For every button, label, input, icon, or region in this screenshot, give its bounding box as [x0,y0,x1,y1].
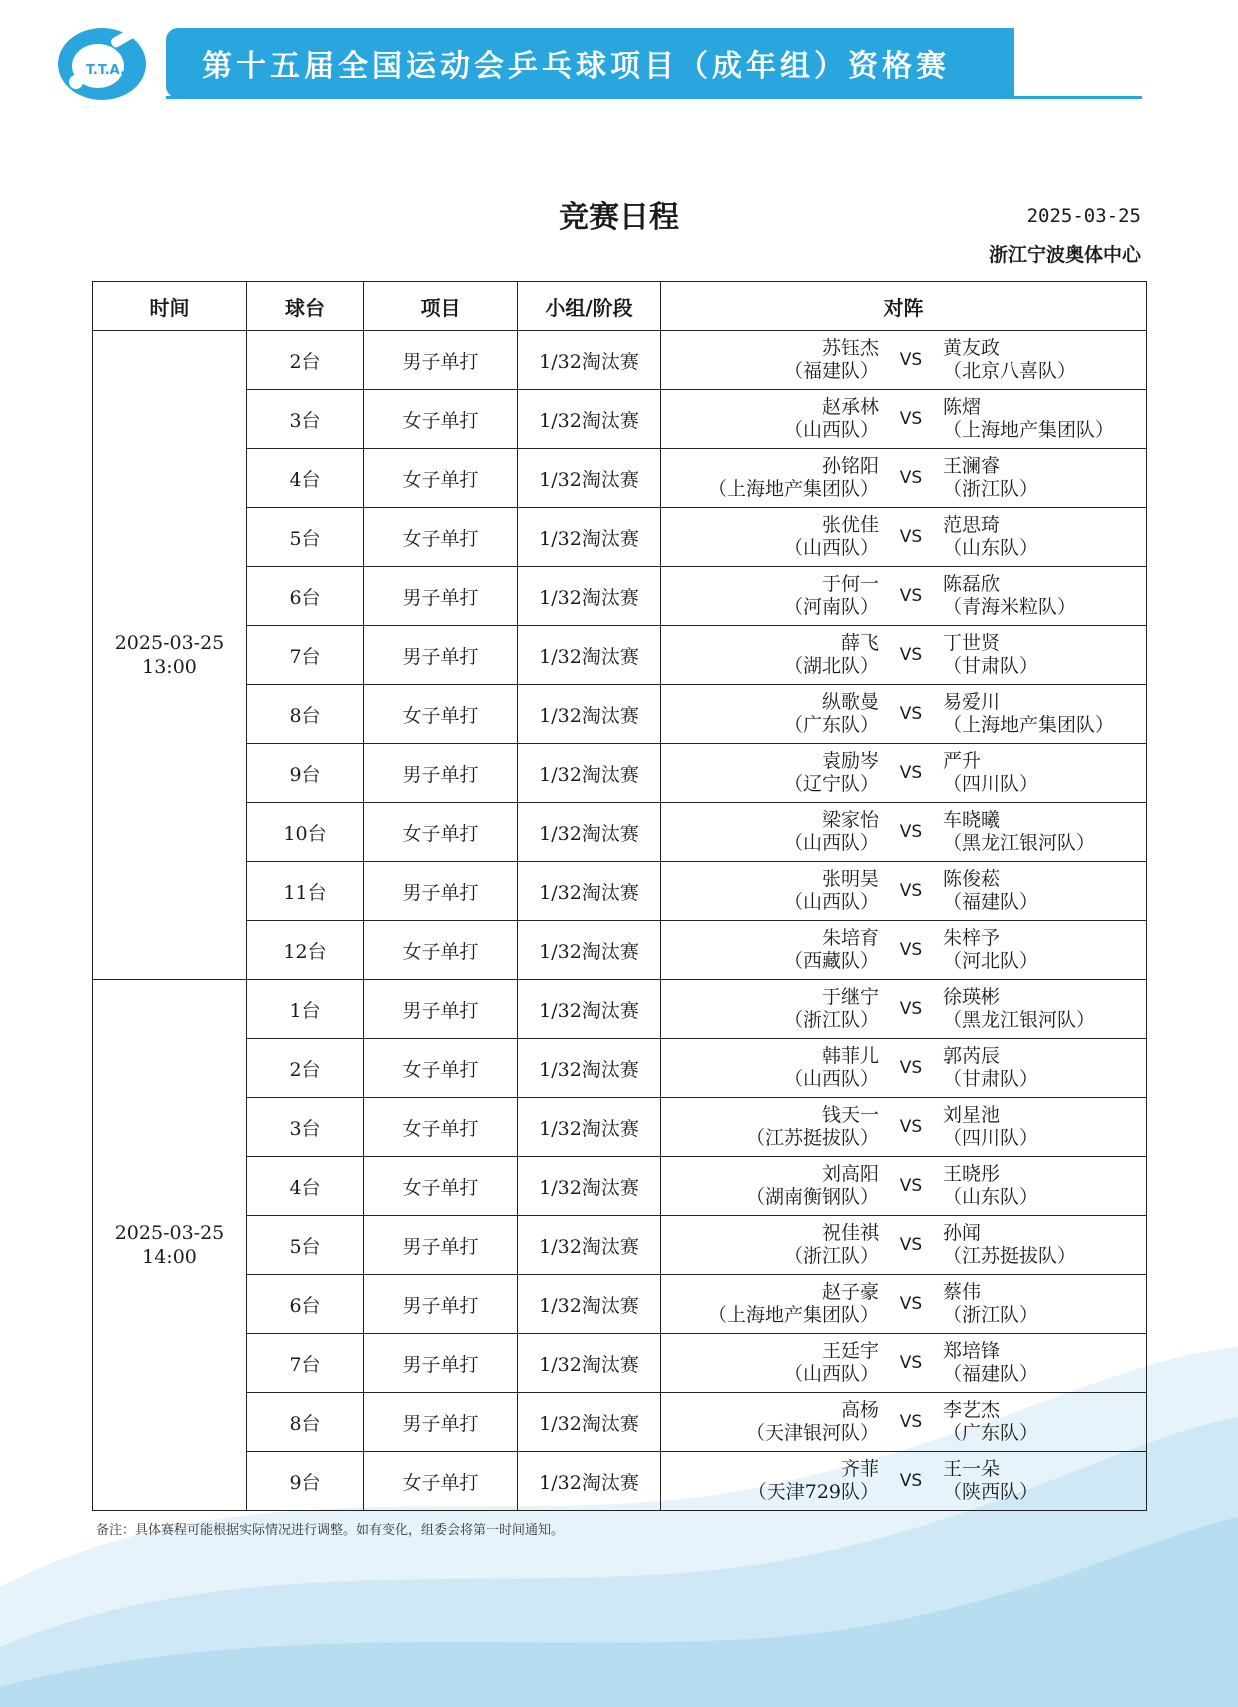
player-right-name: 车晓曦 [943,809,1001,831]
vs-label: VS [899,1176,923,1196]
player-left-name: 王廷宇 [821,1340,879,1362]
table-row [93,1098,1147,1157]
player-right [943,691,1146,737]
player-left-name: 袁励岑 [821,750,879,772]
vs-label: VS [899,1235,923,1255]
matchup-cell [661,1098,1147,1157]
player-left-team: （上海地产集团队） [707,1304,879,1326]
table-row [93,862,1147,921]
footnote: 备注：具体赛程可能根据实际情况进行调整。如有变化，组委会将第一时间通知。 [96,1523,565,1538]
document-title: 竞赛日程 [559,200,679,235]
table-row [93,567,1147,626]
table-row [93,921,1147,980]
table-number: 9台 [247,1452,364,1511]
stage-name: 1/32淘汰赛 [518,331,661,390]
matchup-cell [661,1157,1147,1216]
player-left-name: 赵承林 [821,396,879,418]
player-left-team: （福建队） [783,360,879,382]
event-name: 男子单打 [364,1275,518,1334]
event-name: 女子单打 [364,390,518,449]
player-right-team: （甘肃队） [943,1068,1039,1090]
vs-label: VS [899,999,923,1019]
matchup-cell [661,744,1147,803]
player-right-team: （北京八喜队） [943,360,1077,382]
player-right-name: 李艺杰 [943,1399,1001,1421]
session-time-cell [93,331,247,980]
matchup-cell [661,567,1147,626]
player-left-team: （上海地产集团队） [707,478,879,500]
table-number: 9台 [247,744,364,803]
event-name: 女子单打 [364,449,518,508]
player-right-team: （福建队） [943,1363,1039,1385]
player-left-name: 朱培育 [821,927,879,949]
header-time: 时间 [93,282,247,331]
stage-name: 1/32淘汰赛 [518,744,661,803]
player-left [661,632,879,678]
player-left [661,809,879,855]
stage-name: 1/32淘汰赛 [518,1275,661,1334]
matchup-cell [661,921,1147,980]
player-left-team: （山西队） [783,537,879,559]
player-right [943,809,1146,855]
stage-name: 1/32淘汰赛 [518,567,661,626]
event-name: 女子单打 [364,1452,518,1511]
stage-name: 1/32淘汰赛 [518,508,661,567]
header-matchup: 对阵 [661,282,1147,331]
player-left-team: （浙江队） [783,1009,879,1031]
event-name: 男子单打 [364,1393,518,1452]
table-number: 5台 [247,1216,364,1275]
player-right-name: 朱梓予 [943,927,1001,949]
player-left-name: 齐菲 [840,1458,879,1480]
logo-text: T.T.A. [86,63,125,78]
player-left-team: （天津729队） [747,1481,879,1503]
tta-logo [56,26,148,102]
session-date: 2025-03-25 [114,1222,225,1244]
document-date: 2025-03-25 [1026,205,1141,227]
player-left [661,750,879,796]
player-left-team: （山西队） [783,1068,879,1090]
event-name: 男子单打 [364,980,518,1039]
header-table: 球台 [247,282,364,331]
stage-name: 1/32淘汰赛 [518,390,661,449]
matchup [661,862,1146,920]
event-name: 男子单打 [364,331,518,390]
stage-name: 1/32淘汰赛 [518,1452,661,1511]
player-left-name: 于继宁 [821,986,879,1008]
player-right-team: （黑龙江银河队） [943,1009,1096,1031]
stage-name: 1/32淘汰赛 [518,449,661,508]
player-right [943,927,1146,973]
player-left-team: （广东队） [783,714,879,736]
matchup-cell [661,1039,1147,1098]
player-left [661,1163,879,1209]
vs-label: VS [899,1353,923,1373]
matchup [661,1216,1146,1274]
player-left-name: 张优佳 [821,514,879,536]
player-right [943,1458,1146,1504]
matchup [661,331,1146,389]
table-row [93,331,1147,390]
player-left-name: 祝佳祺 [821,1222,879,1244]
table-number: 7台 [247,1334,364,1393]
table-number: 3台 [247,390,364,449]
stage-name: 1/32淘汰赛 [518,1157,661,1216]
player-left [661,691,879,737]
table-header-row [93,282,1147,331]
banner-divider [166,96,1142,99]
player-right-team: （福建队） [943,891,1039,913]
player-right-team: （河北队） [943,950,1039,972]
stage-name: 1/32淘汰赛 [518,980,661,1039]
player-right-name: 蔡伟 [943,1281,982,1303]
session-time: 13:00 [142,656,197,678]
player-right-name: 孙闻 [943,1222,982,1244]
player-right-team: （广东队） [943,1422,1039,1444]
table-number: 11台 [247,862,364,921]
player-right-team: （上海地产集团队） [943,419,1115,441]
player-right-name: 王晓彤 [943,1163,1001,1185]
matchup [661,1393,1146,1451]
stage-name: 1/32淘汰赛 [518,803,661,862]
player-right [943,1222,1146,1268]
player-left-name: 薛飞 [840,632,879,654]
event-name: 男子单打 [364,862,518,921]
event-name: 男子单打 [364,626,518,685]
table-row [93,1216,1147,1275]
tta-table-tennis-logo-icon [56,26,148,102]
player-left [661,1104,879,1150]
player-right-name: 郭芮辰 [943,1045,1001,1067]
player-right-name: 徐瑛彬 [943,986,1001,1008]
table-row [93,980,1147,1039]
matchup [661,1452,1146,1510]
matchup [661,685,1146,743]
matchup [661,508,1146,566]
table-row [93,1275,1147,1334]
vs-label: VS [899,1471,923,1491]
matchup-cell [661,1216,1147,1275]
vs-label: VS [899,881,923,901]
stage-name: 1/32淘汰赛 [518,1216,661,1275]
table-number: 3台 [247,1098,364,1157]
player-left [661,1281,879,1327]
matchup [661,921,1146,979]
player-right-name: 丁世贤 [943,632,1001,654]
player-right [943,868,1146,914]
player-left [661,1340,879,1386]
player-left [661,1399,879,1445]
matchup-cell [661,803,1147,862]
player-left-team: （山西队） [783,832,879,854]
player-left [661,986,879,1032]
vs-label: VS [899,940,923,960]
player-left-name: 于何一 [821,573,879,595]
player-left-team: （江苏挺拔队） [745,1127,879,1149]
player-right [943,1281,1146,1327]
matchup [661,1098,1146,1156]
matchup-cell [661,1393,1147,1452]
player-left-team: （湖南衡钢队） [745,1186,879,1208]
player-left-team: （湖北队） [783,655,879,677]
matchup [661,567,1146,625]
player-right [943,1399,1146,1445]
table-number: 8台 [247,1393,364,1452]
vs-label: VS [899,468,923,488]
player-right-name: 陈熠 [943,396,982,418]
player-right-team: （甘肃队） [943,655,1039,677]
stage-name: 1/32淘汰赛 [518,1393,661,1452]
player-left-team: （山西队） [783,419,879,441]
vs-label: VS [899,704,923,724]
vs-label: VS [899,1117,923,1137]
event-name: 女子单打 [364,508,518,567]
matchup-cell [661,1452,1147,1511]
player-left-name: 韩菲儿 [821,1045,879,1067]
session-date: 2025-03-25 [114,632,225,654]
matchup [661,803,1146,861]
player-right-team: （浙江队） [943,1304,1039,1326]
event-name: 男子单打 [364,567,518,626]
player-left [661,1045,879,1091]
player-right-team: （浙江队） [943,478,1039,500]
session-time: 14:00 [142,1246,197,1268]
matchup-cell [661,331,1147,390]
matchup [661,1275,1146,1333]
vs-label: VS [899,822,923,842]
player-right-team: （山东队） [943,537,1039,559]
matchup-cell [661,449,1147,508]
event-name: 男子单打 [364,1216,518,1275]
player-left [661,1458,879,1504]
vs-label: VS [899,1412,923,1432]
vs-label: VS [899,1058,923,1078]
player-right-name: 郑培锋 [943,1340,1001,1362]
player-right [943,337,1146,383]
matchup [661,1157,1146,1215]
player-right [943,986,1146,1032]
player-left-team: （辽宁队） [783,773,879,795]
table-number: 4台 [247,1157,364,1216]
table-row [93,685,1147,744]
vs-label: VS [899,409,923,429]
player-left [661,573,879,619]
player-right-team: （黑龙江银河队） [943,832,1096,854]
player-right-name: 陈俊菘 [943,868,1001,890]
matchup [661,626,1146,684]
player-right [943,573,1146,619]
table-row [93,508,1147,567]
header-event: 项目 [364,282,518,331]
matchup [661,1039,1146,1097]
document-venue: 浙江宁波奥体中心 [988,244,1141,266]
vs-label: VS [899,350,923,370]
stage-name: 1/32淘汰赛 [518,1334,661,1393]
player-right [943,514,1146,560]
event-name: 男子单打 [364,1334,518,1393]
player-right-name: 严升 [943,750,982,772]
table-row [93,1393,1147,1452]
matchup-cell [661,1334,1147,1393]
player-right-name: 易爱川 [943,691,1001,713]
event-name: 女子单打 [364,1098,518,1157]
vs-label: VS [899,586,923,606]
player-right [943,632,1146,678]
table-number: 4台 [247,449,364,508]
table-number: 8台 [247,685,364,744]
table-number: 10台 [247,803,364,862]
player-right-team: （上海地产集团队） [943,714,1115,736]
stage-name: 1/32淘汰赛 [518,921,661,980]
player-right-name: 王一朵 [943,1458,1001,1480]
stage-name: 1/32淘汰赛 [518,626,661,685]
player-left-name: 纵歌曼 [821,691,879,713]
table-number: 6台 [247,1275,364,1334]
matchup-cell [661,685,1147,744]
event-name: 女子单打 [364,1157,518,1216]
event-name: 女子单打 [364,921,518,980]
player-left [661,455,879,501]
matchup [661,744,1146,802]
player-left-team: （河南队） [783,596,879,618]
player-right-team: （陕西队） [943,1481,1039,1503]
header-stage: 小组/阶段 [518,282,661,331]
player-right-name: 黄友政 [943,337,1001,359]
player-right [943,1104,1146,1150]
table-row [93,626,1147,685]
player-left [661,514,879,560]
table-row [93,1039,1147,1098]
schedule-table [92,281,1147,1511]
player-right-name: 王澜睿 [943,455,1001,477]
vs-label: VS [899,1294,923,1314]
player-left-team: （西藏队） [783,950,879,972]
player-right-team: （四川队） [943,773,1039,795]
player-right-name: 刘星池 [943,1104,1001,1126]
table-number: 12台 [247,921,364,980]
table-row [93,1334,1147,1393]
table-number: 6台 [247,567,364,626]
player-left [661,868,879,914]
vs-label: VS [899,527,923,547]
player-right [943,1340,1146,1386]
stage-name: 1/32淘汰赛 [518,685,661,744]
player-left-name: 高杨 [840,1399,879,1421]
stage-name: 1/32淘汰赛 [518,1098,661,1157]
player-left-name: 张明昊 [821,868,879,890]
player-left-team: （山西队） [783,1363,879,1385]
player-left-team: （山西队） [783,891,879,913]
matchup [661,1334,1146,1392]
player-right-team: （青海米粒队） [943,596,1077,618]
player-left-team: （浙江队） [783,1245,879,1267]
table-row [93,803,1147,862]
event-name: 男子单打 [364,744,518,803]
table-number: 2台 [247,1039,364,1098]
player-left [661,337,879,383]
matchup [661,390,1146,448]
player-left [661,1222,879,1268]
matchup-cell [661,508,1147,567]
banner-title: 第十五届全国运动会乒乓球项目（成年组）资格赛 [166,28,1014,98]
player-right [943,396,1146,442]
player-left-name: 苏钰杰 [821,337,879,359]
player-right [943,750,1146,796]
schedule-body [93,331,1147,1511]
player-right [943,1045,1146,1091]
table-row [93,390,1147,449]
table-number: 1台 [247,980,364,1039]
stage-name: 1/32淘汰赛 [518,1039,661,1098]
table-row [93,1452,1147,1511]
player-left-team: （天津银河队） [745,1422,879,1444]
player-left-name: 刘高阳 [821,1163,879,1185]
player-right [943,1163,1146,1209]
session-time-cell [93,980,247,1511]
table-number: 5台 [247,508,364,567]
vs-label: VS [899,645,923,665]
table-row [93,744,1147,803]
player-left [661,396,879,442]
player-left-name: 钱天一 [821,1104,879,1126]
matchup-cell [661,390,1147,449]
player-right-name: 陈磊欣 [943,573,1001,595]
event-name: 女子单打 [364,803,518,862]
player-right-team: （山东队） [943,1186,1039,1208]
player-left-name: 赵子豪 [821,1281,879,1303]
player-right [943,455,1146,501]
matchup-cell [661,626,1147,685]
matchup-cell [661,1275,1147,1334]
matchup-cell [661,862,1147,921]
vs-label: VS [899,763,923,783]
player-right-name: 范思琦 [943,514,1001,536]
table-number: 7台 [247,626,364,685]
event-name: 女子单打 [364,1039,518,1098]
matchup-cell [661,980,1147,1039]
table-number: 2台 [247,331,364,390]
stage-name: 1/32淘汰赛 [518,862,661,921]
event-name: 女子单打 [364,685,518,744]
player-left-name: 孙铭阳 [821,455,879,477]
player-right-team: （江苏挺拔队） [943,1245,1077,1267]
matchup [661,980,1146,1038]
matchup [661,449,1146,507]
table-row [93,449,1147,508]
table-row [93,1157,1147,1216]
player-right-team: （四川队） [943,1127,1039,1149]
player-left-name: 梁家怡 [821,809,879,831]
player-left [661,927,879,973]
